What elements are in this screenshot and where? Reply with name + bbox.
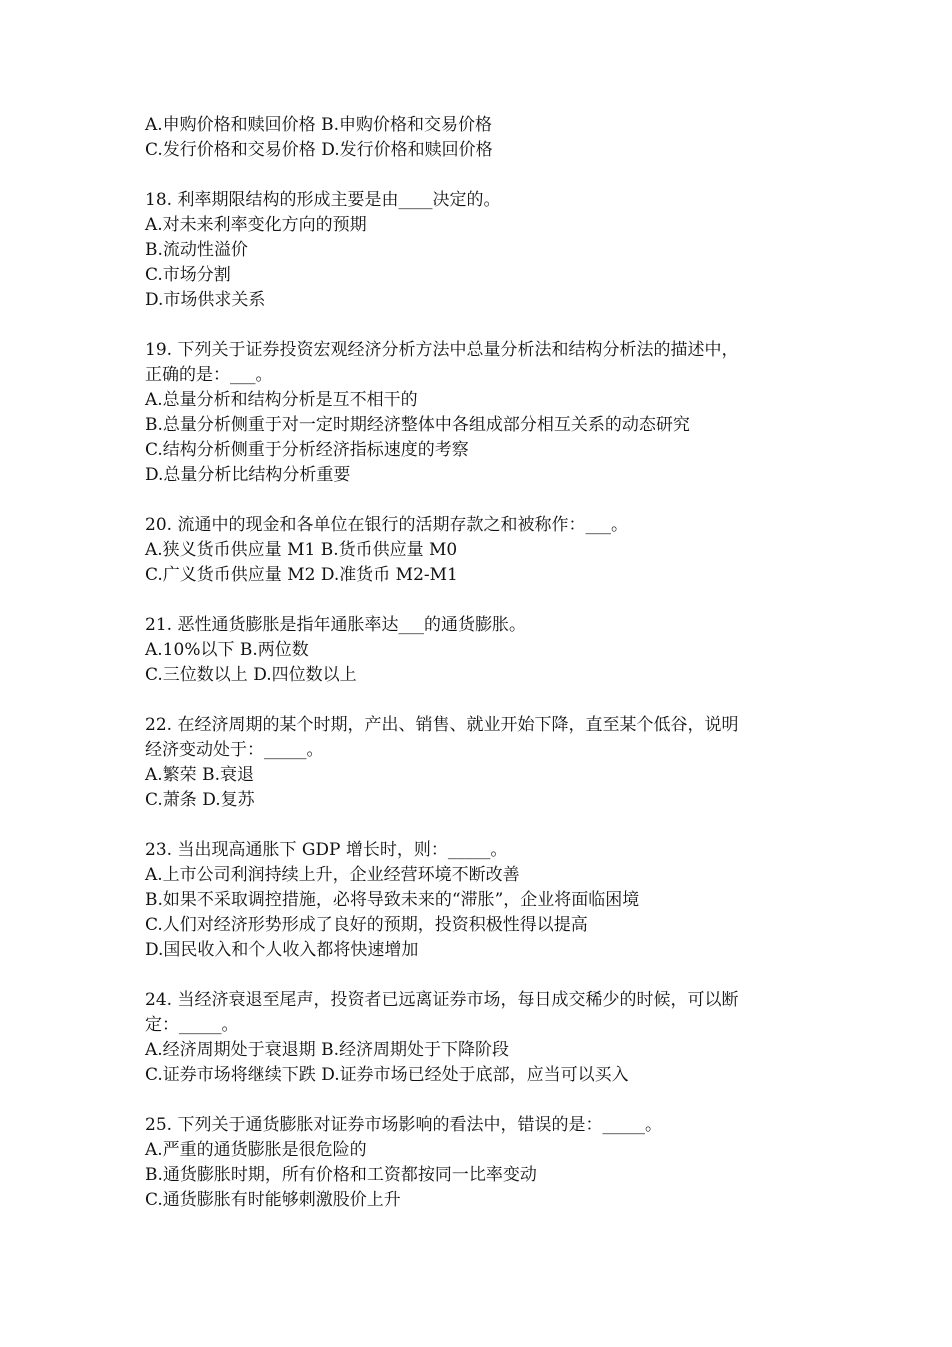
text-line: A.经济周期处于衰退期 B.经济周期处于下降阶段 — [145, 1040, 509, 1060]
text-line: C.通货膨胀有时能够刺激股价上升 — [145, 1190, 401, 1210]
text-line: C.证券市场将继续下跌 D.证券市场已经处于底部，应当可以买入 — [145, 1065, 629, 1085]
paragraph-gap — [145, 163, 825, 188]
paragraph-gap — [145, 1088, 825, 1113]
text-line: 24. 当经济衰退至尾声，投资者已远离证券市场，每日成交稀少的时候，可以断 — [145, 990, 739, 1010]
text-line: A.10%以下 B.两位数 — [145, 640, 309, 660]
text-line: D.总量分析比结构分析重要 — [145, 465, 351, 485]
paragraph-gap — [145, 313, 825, 338]
text-line: B.总量分析侧重于对一定时期经济整体中各组成部分相互关系的动态研究 — [145, 415, 690, 435]
text-line: C.发行价格和交易价格 D.发行价格和赎回价格 — [145, 140, 493, 160]
text-line: A.繁荣 B.衰退 — [145, 765, 254, 785]
text-line: C.市场分割 — [145, 265, 231, 285]
text-line: A.总量分析和结构分析是互不相干的 — [145, 390, 418, 410]
text-line: 21. 恶性通货膨胀是指年通胀率达___的通货膨胀。 — [145, 615, 526, 635]
text-line: A.上市公司利润持续上升，企业经营环境不断改善 — [145, 865, 520, 885]
text-line: 22. 在经济周期的某个时期，产出、销售、就业开始下降，直至某个低谷，说明 — [145, 715, 739, 735]
text-line: C.三位数以上 D.四位数以上 — [145, 665, 357, 685]
text-line: 经济变动处于：_____。 — [145, 740, 324, 760]
text-line: B.如果不采取调控措施，必将导致未来的“滞胀”，企业将面临困境 — [145, 890, 640, 910]
text-line: A.申购价格和赎回价格 B.申购价格和交易价格 — [145, 115, 492, 135]
paragraph-gap — [145, 488, 825, 513]
paragraph-gap — [145, 813, 825, 838]
text-line: A.严重的通货膨胀是很危险的 — [145, 1140, 367, 1160]
text-line: A.狭义货币供应量 M1 B.货币供应量 M0 — [145, 540, 458, 560]
text-line: D.国民收入和个人收入都将快速增加 — [145, 940, 419, 960]
text-line: D.市场供求关系 — [145, 290, 266, 310]
text-line: B.通货膨胀时期，所有价格和工资都按同一比率变动 — [145, 1165, 537, 1185]
text-line: 23. 当出现高通胀下 GDP 增长时，则：_____。 — [145, 840, 508, 860]
text-line: 正确的是：___。 — [145, 365, 273, 385]
text-line: 18. 利率期限结构的形成主要是由____决定的。 — [145, 190, 501, 210]
text-line: 19. 下列关于证券投资宏观经济分析方法中总量分析法和结构分析法的描述中， — [145, 340, 739, 360]
text-line: C.人们对经济形势形成了良好的预期，投资积极性得以提高 — [145, 915, 588, 935]
text-line: B.流动性溢价 — [145, 240, 248, 260]
text-line: C.结构分析侧重于分析经济指标速度的考察 — [145, 440, 469, 460]
text-line: C.萧条 D.复苏 — [145, 790, 255, 810]
text-line: C.广义货币供应量 M2 D.准货币 M2-M1 — [145, 565, 458, 585]
text-line: 20. 流通中的现金和各单位在银行的活期存款之和被称作：___。 — [145, 515, 628, 535]
paragraph-gap — [145, 688, 825, 713]
text-line: A.对未来利率变化方向的预期 — [145, 215, 367, 235]
text-line: 定：_____。 — [145, 1015, 239, 1035]
paragraph-gap — [145, 588, 825, 613]
paragraph-gap — [145, 963, 825, 988]
text-line: 25. 下列关于通货膨胀对证券市场影响的看法中，错误的是：_____。 — [145, 1115, 662, 1135]
document-page — [145, 113, 825, 1213]
